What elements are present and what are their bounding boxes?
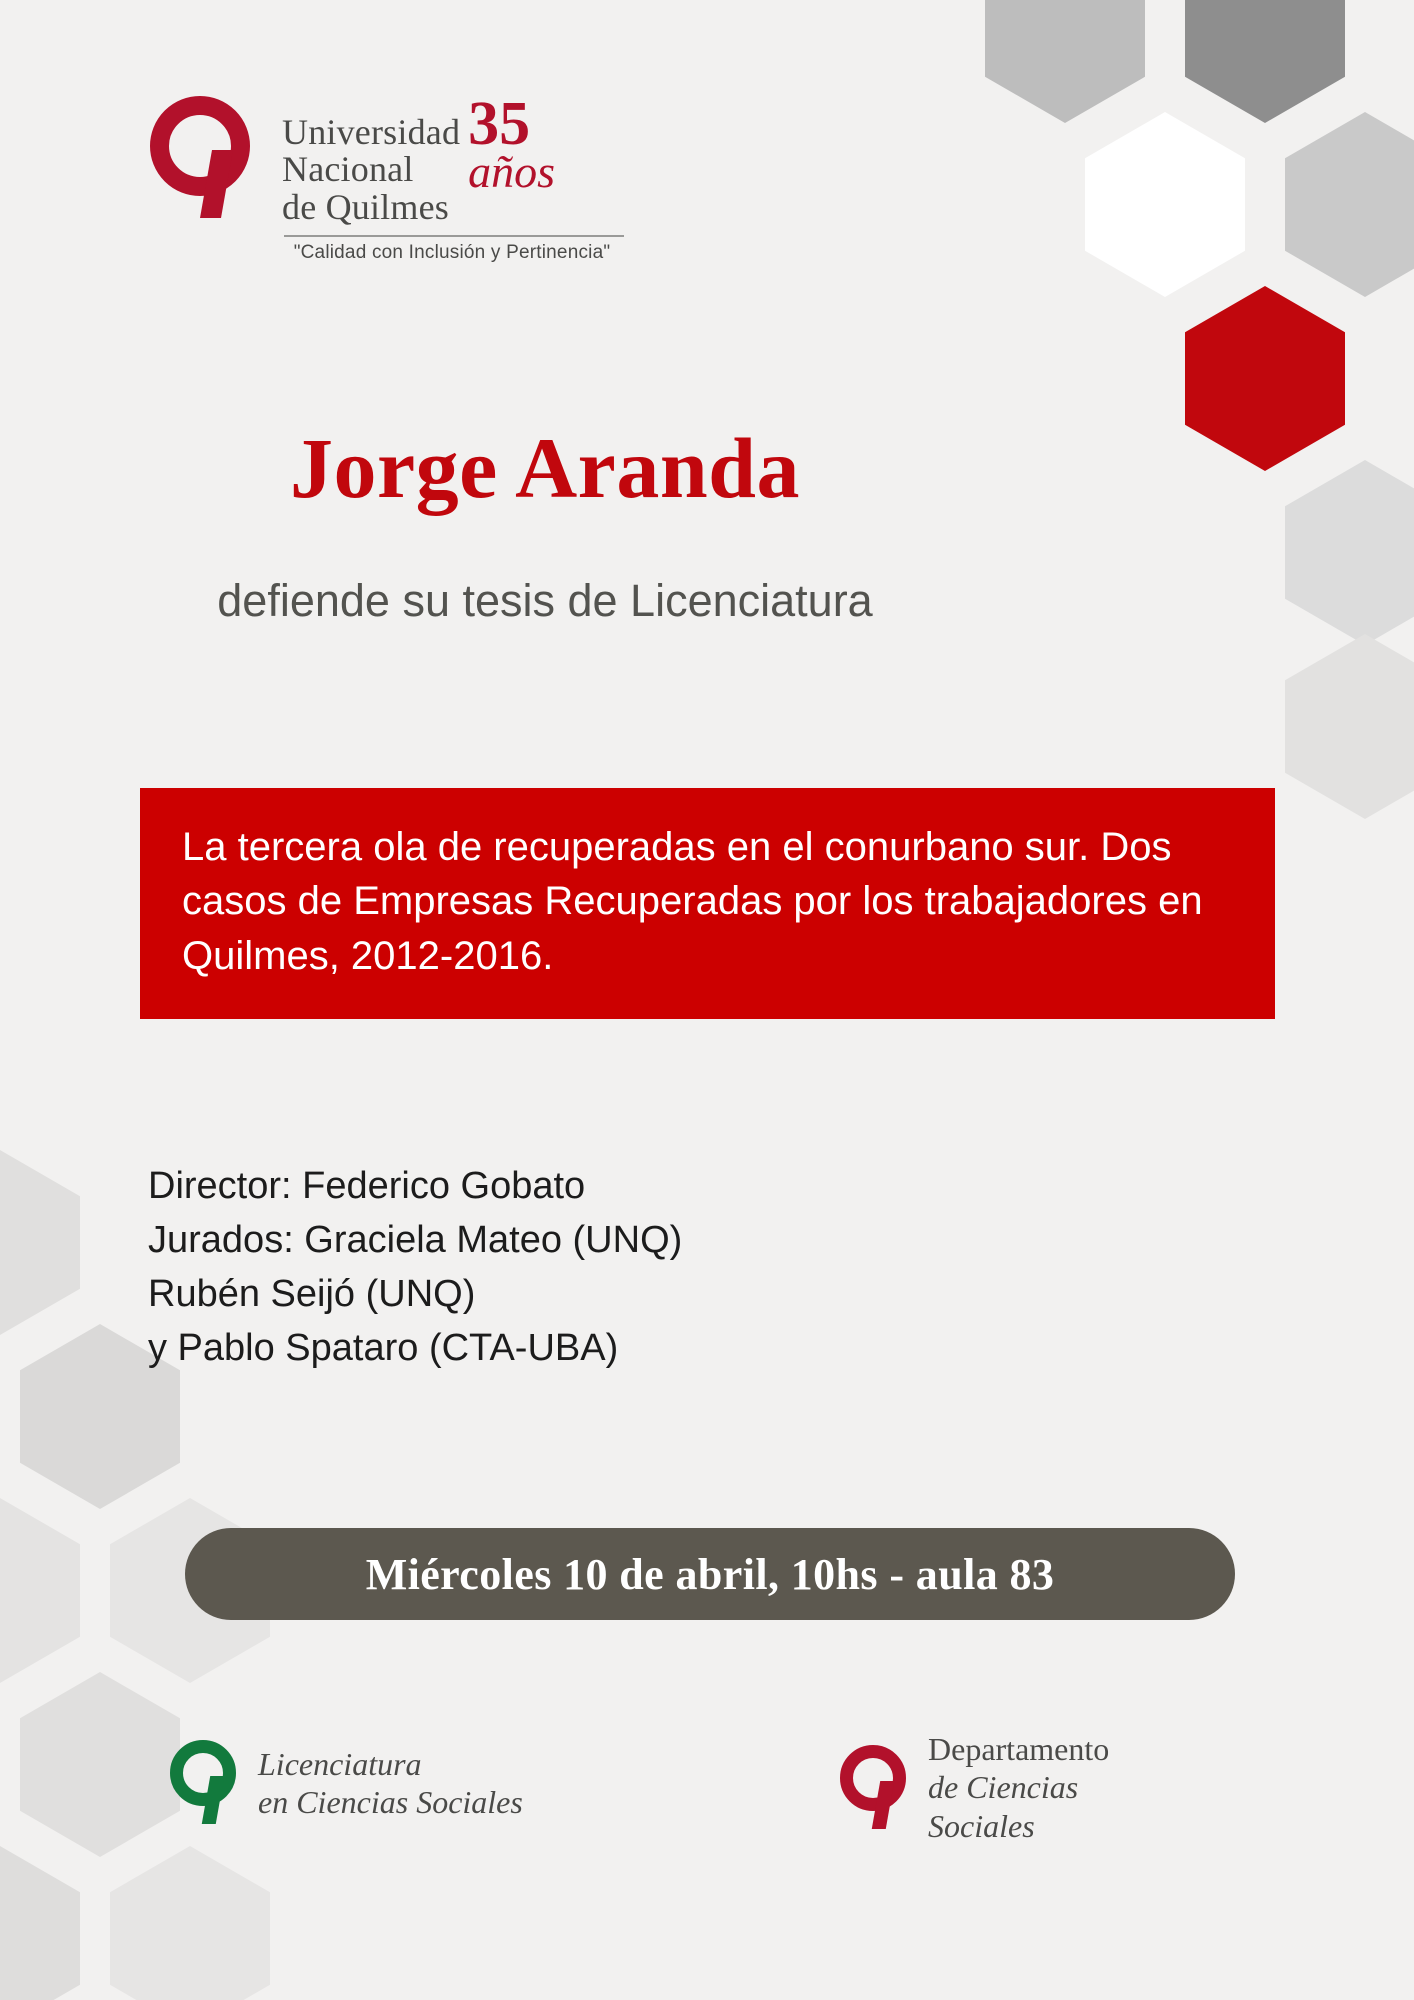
unq-logo-text: [282, 90, 624, 264]
hexagon-icon: [1185, 0, 1345, 123]
departamento-logo-text: [928, 1730, 1109, 1845]
q-ring-shape: [170, 1740, 236, 1806]
licenciatura-q-icon: [170, 1740, 246, 1826]
university-motto: "Calidad con Inclusión y Pertinencia": [293, 242, 611, 264]
unq-logo: [150, 90, 624, 264]
q-ring-shape: [150, 96, 250, 196]
hexagon-icon: [110, 1846, 270, 2000]
q-ring-shape: [840, 1745, 906, 1811]
departamento-line1: Departamento: [928, 1731, 1110, 1767]
credits-director: Director: Federico Gobato: [148, 1165, 586, 1207]
anniversary-word: años: [468, 146, 556, 198]
licenciatura-logo-text: [258, 1745, 523, 1822]
licenciatura-line2: en Ciencias Sociales: [258, 1784, 523, 1820]
event-subtitle: defiende su tesis de Licenciatura: [217, 575, 873, 626]
hexagon-icon: [985, 0, 1145, 123]
hexagon-icon: [1285, 460, 1414, 645]
event-date-badge: Miércoles 10 de abril, 10hs - aula 83: [185, 1528, 1235, 1620]
hexagon-icon: [0, 1150, 80, 1335]
logo-divider: [284, 235, 624, 237]
hexagon-icon: [0, 1498, 80, 1683]
hexagon-icon: [0, 1846, 80, 2000]
hexagon-icon: [20, 1672, 180, 1857]
speaker-name: Jorge Aranda: [289, 420, 801, 516]
credits-jury-1: Jurados: Graciela Mateo (UNQ): [148, 1218, 683, 1261]
anniversary-number: 35: [468, 90, 531, 158]
hexagon-icon: [1085, 112, 1245, 297]
licenciatura-logo: [170, 1740, 523, 1826]
hexagon-icon: [1285, 112, 1414, 297]
departamento-line2: de Ciencias: [928, 1769, 1079, 1806]
hexagon-icon: [1285, 634, 1414, 819]
credits-jury-3: y Pablo Spataro (CTA-UBA): [148, 1326, 619, 1369]
departamento-line3: Sociales: [928, 1807, 1035, 1844]
thesis-title-band: La tercera ola de recuperadas en el conurbano sur. Dos casos de Empresas Recuperadas por los trabajadores en Quilmes, 2012-2016.: [140, 788, 1275, 1019]
unq-q-icon: [150, 96, 268, 220]
departamento-logo: [840, 1730, 1109, 1845]
licenciatura-line1: Licenciatura: [258, 1745, 422, 1782]
unq-name-line1: Universidad: [282, 112, 461, 152]
unq-name-line3: de Quilmes: [282, 186, 449, 227]
unq-name-row: [282, 90, 624, 227]
hexagon-icon: [1185, 286, 1345, 471]
departamento-q-icon: [840, 1745, 916, 1831]
credits-jury-2: Rubén Seijó (UNQ): [148, 1272, 476, 1315]
unq-name-line2: Nacional: [282, 149, 414, 190]
credits-block: [148, 1160, 1048, 1376]
